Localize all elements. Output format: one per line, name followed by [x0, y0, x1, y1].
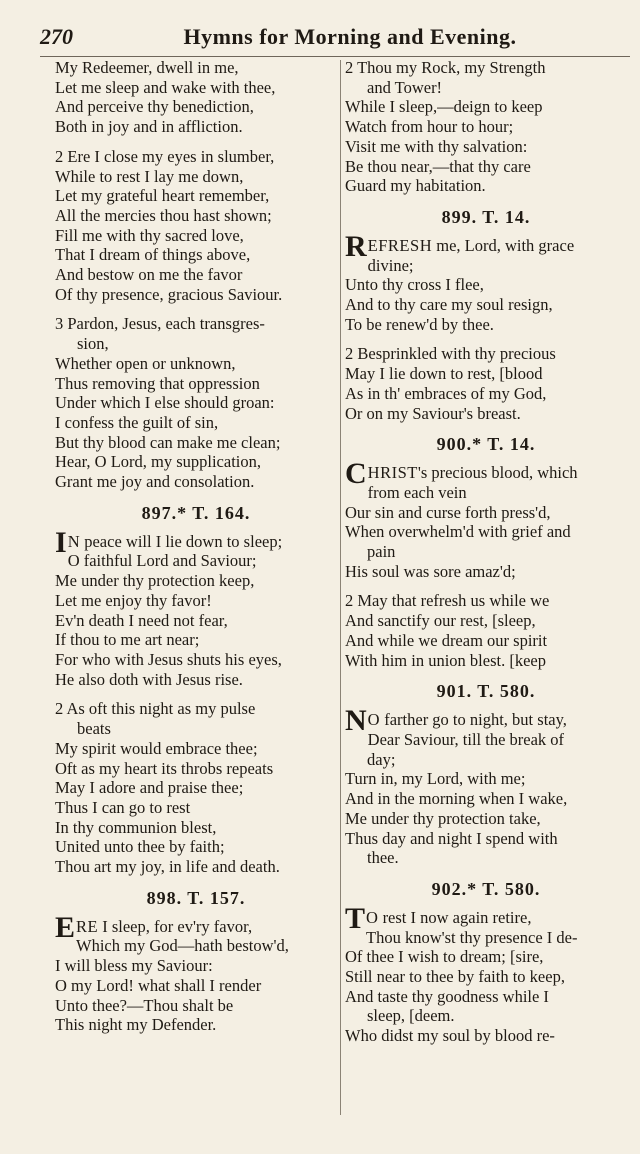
verse-line: His soul was sore amaz'd;	[345, 561, 516, 581]
verse-line: sleep, [deem.	[367, 1006, 455, 1026]
hymn-902	[345, 901, 627, 1046]
verse-line: beats	[77, 719, 111, 739]
verse-line: As in th' embraces of my God,	[345, 383, 547, 403]
verse-line: This night my Defender.	[55, 1015, 217, 1035]
verse-line: With him in union blest. [keep	[345, 650, 546, 670]
verse-line: 2 Thou my Rock, my Strength	[345, 58, 546, 77]
stanza	[55, 58, 337, 137]
verse-line: Fill me with thy sacred love,	[55, 225, 244, 245]
drop-cap: R	[345, 229, 367, 263]
verse-line: For who with Jesus shuts his eyes,	[55, 649, 282, 669]
verse-line: Me under thy protection take,	[345, 808, 541, 828]
hymn-897	[55, 525, 337, 877]
verse-line: Thou know'st thy presence I de-	[366, 927, 578, 947]
verse-line: Thou art my joy, in life and death.	[55, 857, 280, 877]
verse-line: Which my God—hath bestow'd,	[76, 936, 289, 956]
verse-line: 3 Pardon, Jesus, each transgres-	[55, 314, 265, 334]
verse-line: May I lie down to rest, [blood	[345, 364, 543, 384]
verse-line: 2 Ere I close my eyes in slumber,	[55, 146, 275, 166]
verse-line: Our sin and curse forth press'd,	[345, 502, 551, 522]
verse-line: ERE I sleep, for ev'ry favor,	[55, 910, 253, 944]
stanza	[345, 58, 627, 196]
verse-line: Me under thy protection keep,	[55, 571, 255, 591]
verse-line: When overwhelm'd with grief and	[345, 522, 571, 542]
verse-line: And to thy care my soul resign,	[345, 295, 553, 315]
hymn-heading-901: 901. T. 580.	[436, 681, 536, 702]
verse-line: pain	[367, 542, 396, 562]
verse-line: And sanctify our rest, [sleep,	[345, 611, 536, 631]
verse-line: Ev'n death I need not fear,	[55, 610, 228, 630]
verse-line: United unto thee by faith;	[55, 837, 225, 857]
drop-cap: E	[55, 910, 76, 944]
verse-line: 2 May that refresh us while we	[345, 591, 550, 611]
verse-line: I N peace will I lie down to sleep;	[55, 525, 283, 559]
verse-line: from each vein	[367, 482, 467, 502]
verse-line: Oft as my heart its throbs repeats	[55, 758, 274, 778]
stanza	[55, 147, 337, 305]
stanza	[55, 314, 337, 491]
drop-cap: T	[345, 901, 366, 935]
running-title: Hymns for Morning and Evening.	[183, 24, 517, 49]
left-column	[55, 58, 337, 1035]
verse-line: Thus removing that oppression	[55, 373, 260, 393]
hymn-901	[345, 704, 627, 868]
verse-line: While I sleep,—deign to keep	[345, 97, 543, 117]
drop-cap: N	[345, 704, 367, 738]
verse-line: N O farther go to night, but stay,	[345, 704, 567, 738]
verse-line: divine;	[367, 255, 414, 275]
verse-line: Grant me joy and consolation.	[55, 472, 255, 492]
header-rule	[40, 56, 630, 57]
verse-line: Whether open or unknown,	[55, 353, 236, 373]
verse-line: T O rest I now again retire,	[345, 901, 532, 935]
verse-line: He also doth with Jesus rise.	[55, 669, 243, 689]
verse-line: Be thou near,—that thy care	[345, 156, 531, 176]
verse-line: My spirit would embrace thee;	[55, 738, 258, 758]
verse-line: REFRESH me, Lord, with grace	[345, 229, 575, 263]
hymn-heading-897: 897.* T. 164.	[141, 502, 251, 523]
verse-line: And in the morning when I wake,	[345, 789, 568, 809]
verse-line: Both in joy and in affliction.	[55, 117, 243, 137]
verse-line: Guard my habitation.	[345, 176, 486, 196]
drop-cap: I	[55, 525, 67, 559]
verse-line: While to rest I lay me down,	[55, 166, 244, 186]
verse-line: Unto thy cross I flee,	[345, 275, 484, 295]
verse-line: Thus I can go to rest	[55, 797, 191, 817]
verse-line: Thus day and night I spend with	[345, 828, 558, 848]
verse-line: I confess the guilt of sin,	[55, 412, 219, 432]
verse-line: Watch from hour to hour;	[345, 117, 514, 137]
page-number: 270	[40, 24, 73, 49]
page-header	[40, 24, 620, 58]
verse-line: CHRIST's precious blood, which	[345, 457, 578, 491]
verse-line: In thy communion blest,	[55, 817, 217, 837]
verse-line: 2 Besprinkled with thy precious	[345, 344, 556, 364]
verse-line: If thou to me art near;	[55, 630, 200, 650]
verse-line: Let me sleep and wake with thee,	[55, 77, 276, 97]
verse-line: And taste thy goodness while I	[345, 986, 549, 1006]
verse-line: Dear Saviour, till the break of	[367, 729, 565, 749]
column-divider	[340, 60, 341, 1115]
verse-line: All the mercies thou hast shown;	[55, 205, 272, 225]
verse-line: My Redeemer, dwell in me,	[55, 58, 239, 77]
hymn-899	[345, 229, 627, 423]
verse-line: Who didst my soul by blood re-	[345, 1026, 555, 1046]
verse-line: thee.	[367, 848, 399, 868]
hymn-900	[345, 457, 627, 670]
verse-line: To be renew'd by thee.	[345, 314, 494, 334]
verse-line: Unto thee?—Thou shalt be	[55, 995, 234, 1015]
hymn-898	[55, 910, 337, 1035]
verse-line: Let my grateful heart remember,	[55, 186, 270, 206]
verse-line: But thy blood can make me clean;	[55, 432, 281, 452]
verse-line: O faithful Lord and Saviour;	[67, 551, 257, 571]
hymn-heading-900: 900.* T. 14.	[436, 434, 536, 455]
verse-line: sion,	[77, 334, 109, 354]
hymn-heading-899: 899. T. 14.	[441, 206, 531, 227]
verse-line: and Tower!	[367, 77, 443, 97]
verse-line: Turn in, my Lord, with me;	[345, 769, 526, 789]
right-column	[345, 58, 627, 1046]
verse-line: And bestow on me the favor	[55, 265, 243, 285]
verse-line: Hear, O Lord, my supplication,	[55, 452, 262, 472]
verse-line: 2 As oft this night as my pulse	[55, 699, 256, 719]
verse-line: Or on my Saviour's breast.	[345, 403, 521, 423]
verse-line: Let me enjoy thy favor!	[55, 590, 212, 610]
hymn-heading-898: 898. T. 157.	[146, 887, 246, 908]
drop-cap: C	[345, 457, 367, 491]
verse-line: And perceive thy benediction,	[55, 97, 254, 117]
verse-line: And while we dream our spirit	[345, 630, 548, 650]
verse-line: Of thy presence, gracious Saviour.	[55, 284, 283, 304]
verse-line: I will bless my Saviour:	[55, 956, 213, 976]
hymn-heading-902: 902.* T. 580.	[431, 878, 541, 899]
verse-line: Of thee I wish to dream; [sire,	[345, 947, 544, 967]
verse-line: Still near to thee by faith to keep,	[345, 967, 565, 987]
verse-line: That I dream of things above,	[55, 245, 251, 265]
verse-line: day;	[367, 749, 396, 769]
verse-line: Under which I else should groan:	[55, 393, 275, 413]
verse-line: Visit me with thy salvation:	[345, 136, 528, 156]
verse-line: May I adore and praise thee;	[55, 778, 244, 798]
verse-line: O my Lord! what shall I render	[55, 975, 262, 995]
